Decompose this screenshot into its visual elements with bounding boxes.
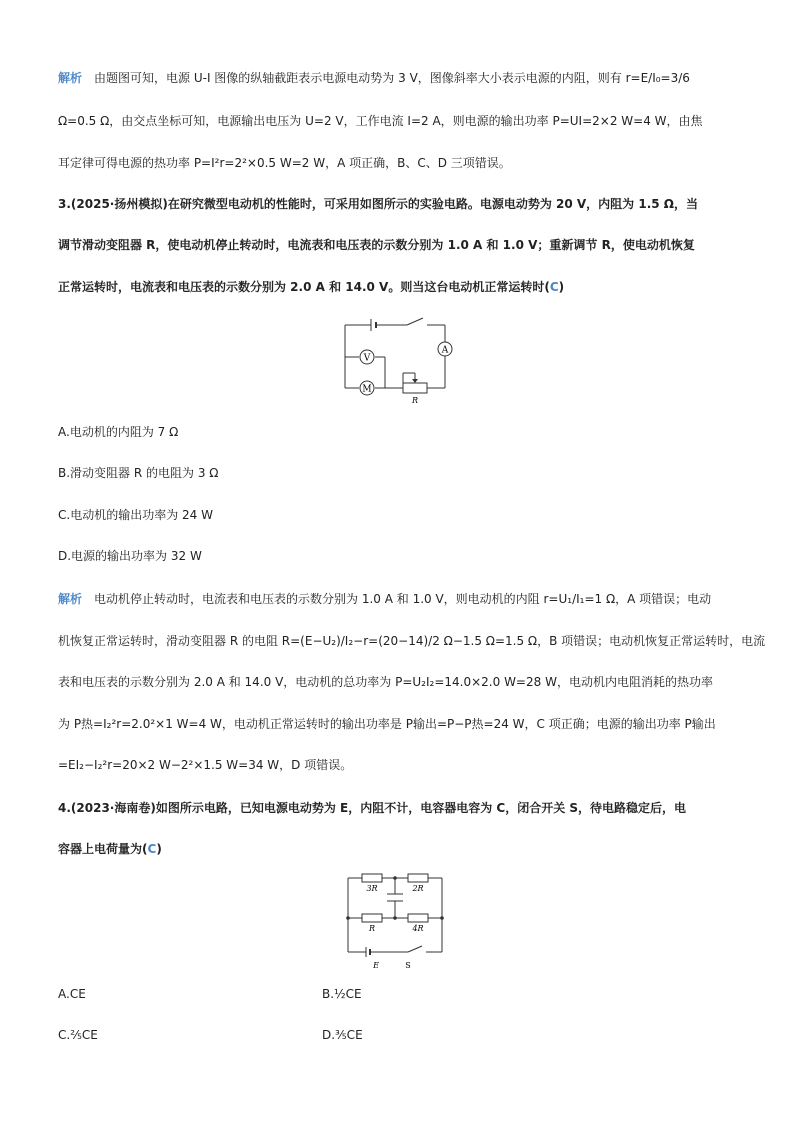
q3-option-c: C.电动机的输出功率为 24 W — [58, 508, 213, 522]
rheostat-label: R — [411, 396, 419, 405]
q4-option-b: B.½CE — [322, 987, 362, 1001]
ammeter-label: A — [441, 345, 449, 356]
q3-stem-line-2: 调节滑动变阻器 R，使电动机停止转动时，电流表和电压表的示数分别为 1.0 A 和 1.0 V；重新调节 R，使电动机恢复 — [58, 238, 695, 252]
resistor-3r-label: 3R — [366, 884, 378, 893]
q2-analysis-line-2: Ω=0.5 Ω，由交点坐标可知，电源输出电压为 U=2 V，工作电流 I=2 A，则电源的输出功率 P=UI=2×2 W=4 W，由焦 — [58, 114, 703, 128]
emf-label: E — [373, 961, 379, 970]
q4-option-c: C.⅖CE — [58, 1028, 98, 1042]
resistor-2r-label: 2R — [412, 884, 424, 893]
q4-option-d: D.⅗CE — [322, 1028, 363, 1042]
q3-option-a: A.电动机的内阻为 7 Ω — [58, 425, 179, 439]
voltmeter-label: V — [363, 353, 371, 364]
q3-close-paren: ) — [558, 280, 565, 294]
q4-option-a: A.CE — [58, 987, 86, 1001]
analysis-tag: 解析 — [58, 592, 83, 606]
motor-label: M — [362, 384, 372, 395]
q3-option-b: B.滑动变阻器 R 的电阻为 3 Ω — [58, 466, 219, 480]
resistor-4r-label: 4R — [412, 924, 424, 933]
q3-analysis-line-3: 表和电压表的示数分别为 2.0 A 和 14.0 V，电动机的总功率为 P=U₂I₂=14.0×2.0 W=28 W，电动机内电阻消耗的热功率 — [58, 675, 713, 689]
switch-label: S — [405, 961, 411, 970]
q4-answer: C — [147, 842, 157, 856]
q4-close-paren: ) — [156, 842, 162, 856]
q3-analysis-text-1: 电动机停止转动时，电流表和电压表的示数分别为 1.0 A 和 1.0 V，则电动机的内阻 r=U₁/I₁=1 Ω，A 项错误；电动 — [94, 592, 712, 606]
q3-option-d: D.电源的输出功率为 32 W — [58, 549, 202, 563]
q4-stem-line-2 — [58, 841, 736, 857]
analysis-tag: 解析 — [58, 71, 83, 85]
q3-stem-line-1: 3.(2025·扬州模拟)在研究微型电动机的性能时，可采用如图所示的实验电路。电源电动势为 20 V，内阻为 1.5 Ω，当 — [58, 197, 698, 211]
q3-stem-text-3: 正常运转时，电流表和电压表的示数分别为 2.0 A 和 14.0 V。则当这台电动机正常运转时( — [58, 280, 550, 294]
q3-answer: C — [549, 280, 559, 294]
q3-analysis-line-1 — [58, 591, 736, 607]
q4-stem-text-2: 容器上电荷量为( — [58, 842, 148, 856]
q3-circuit-diagram — [335, 315, 460, 405]
q2-analysis-line-1 — [58, 70, 736, 86]
q3-analysis-line-2: 机恢复正常运转时，滑动变阻器 R 的电阻 R=(E−U₂)/I₂−r=(20−14)/2 Ω−1.5 Ω=1.5 Ω，B 项错误；电动机恢复正常运转时，电流 — [58, 634, 766, 648]
q2-analysis-line-3: 耳定律可得电源的热功率 P=I²r=2²×0.5 W=2 W，A 项正确，B、C、D 三项错误。 — [58, 156, 511, 170]
q3-stem-line-3 — [58, 279, 736, 295]
q4-stem-line-1: 4.(2023·海南卷)如图所示电路，已知电源电动势为 E，内阻不计，电容器电容为 C，闭合开关 S，待电路稳定后，电 — [58, 801, 687, 815]
resistor-r-label: R — [368, 924, 376, 933]
q2-analysis-text-1: 由题图可知，电源 U-I 图像的纵轴截距表示电源电动势为 3 V，图像斜率大小表示电源的内阻，则有 r=E/I₀=3/6 — [94, 71, 690, 85]
q4-circuit-diagram — [340, 868, 460, 973]
q3-analysis-line-5: =EI₂−I₂²r=20×2 W−2²×1.5 W=34 W，D 项错误。 — [58, 758, 353, 772]
q3-analysis-line-4: 为 P热=I₂²r=2.0²×1 W=4 W，电动机正常运转时的输出功率是 P输出=P−P热=24 W，C 项正确；电源的输出功率 P输出 — [58, 717, 716, 731]
